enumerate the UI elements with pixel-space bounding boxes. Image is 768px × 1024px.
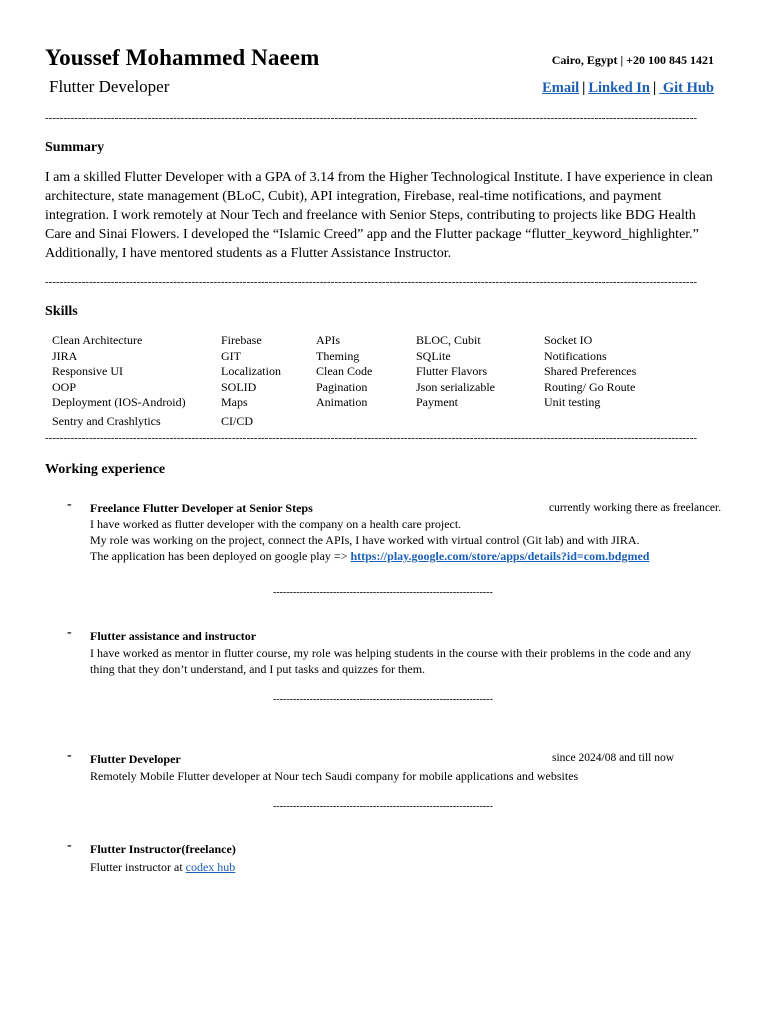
job-separator: ------------------------------------------------------------------ — [273, 694, 493, 705]
job-description — [90, 768, 730, 784]
linkedin-link[interactable]: Linked In — [588, 80, 650, 96]
skill-item: Localization — [221, 364, 281, 378]
job-bullet: - — [67, 497, 72, 512]
skill-item: Unit testing — [544, 395, 601, 409]
skill-item: SQLite — [416, 348, 451, 363]
skill-item: Theming — [316, 348, 360, 363]
job-separator: ------------------------------------------------------------------ — [273, 587, 493, 598]
skills-row — [52, 395, 684, 411]
candidate-name: Youssef Mohammed Naeem — [45, 45, 320, 70]
skills-row — [52, 349, 684, 365]
skill-item: BLOC, Cubit — [416, 333, 481, 347]
job-title: Flutter Instructor(freelance) — [90, 842, 236, 856]
github-link[interactable]: Git Hub — [659, 80, 714, 96]
skill-item: Flutter Flavors — [416, 364, 487, 378]
skill-item: Clean Architecture — [52, 333, 143, 347]
link-separator: | — [582, 80, 586, 96]
job-status: since 2024/08 and till now — [552, 752, 675, 764]
skill-item — [416, 411, 544, 430]
skill-item: Json serializable — [416, 379, 495, 394]
divider: ---------------------------------------------------------------------------------------------------------------------------------------------------------------------------------- — [45, 432, 698, 444]
skill-item: Routing/ Go Route — [544, 379, 636, 394]
job-description — [90, 516, 730, 564]
job-line: Remotely Mobile Flutter developer at Nour tech Saudi company for mobile applications and websites — [90, 769, 579, 783]
summary-text: I am a skilled Flutter Developer with a GPA of 3.14 from the Higher Technological Institute. I have experience in clean architecture, state management (BLoC, Cubit), API integration, Firebase, real-time notifications, and payment integration. I work remotely at Nour Tech and freelance with Senior Steps, contributing to projects like BDG Health Care and Sinai Flowers. I developed the “Islamic Creed” app and the Flutter package “flutter_keyword_highlighter.” Additionally, I have mentored students as a Flutter Assistance Instructor. — [45, 170, 713, 261]
job-description — [90, 859, 730, 875]
skill-item: Clean Code — [316, 364, 373, 378]
job-description — [90, 645, 730, 677]
skills-row — [52, 411, 684, 430]
skill-item: Notifications — [544, 348, 607, 363]
divider: ---------------------------------------------------------------------------------------------------------------------------------------------------------------------------------- — [45, 276, 698, 288]
skill-item: JIRA — [52, 348, 78, 363]
job-title: Freelance Flutter Developer at Senior Steps — [90, 501, 313, 515]
job-line: thing that they don’t understand, and I put tasks and quizzes for them. — [90, 662, 426, 676]
skill-item: Responsive UI — [52, 364, 123, 378]
skills-title: Skills — [45, 304, 78, 319]
experience-title: Working experience — [45, 462, 166, 477]
skills-row — [52, 364, 684, 380]
skill-item: OOP — [52, 379, 77, 394]
skill-item: GIT — [221, 348, 241, 363]
skills-row — [52, 380, 684, 396]
skill-item: APIs — [316, 333, 341, 347]
job-line: I have worked as mentor in flutter course, my role was helping students in the course with their problems in the code and any — [90, 646, 692, 660]
deploy-text: The application has been deployed on google play => — [90, 549, 351, 563]
divider: ---------------------------------------------------------------------------------------------------------------------------------------------------------------------------------- — [45, 112, 698, 124]
job-status: currently working there as freelancer. — [549, 502, 722, 514]
codex-hub-link[interactable]: codex hub — [185, 860, 236, 874]
instructor-text: Flutter instructor at — [90, 860, 186, 874]
skill-item: Shared Preferences — [544, 364, 637, 378]
skill-item: Firebase — [221, 333, 262, 347]
skill-item — [316, 411, 416, 430]
profile-links — [542, 80, 714, 97]
candidate-role: Flutter Developer — [49, 77, 170, 96]
skill-item: Socket IO — [544, 333, 593, 347]
skill-item: Pagination — [316, 379, 368, 394]
skill-item: SOLID — [221, 379, 257, 394]
skill-item — [544, 411, 684, 430]
skill-item: Sentry and Crashlytics — [52, 413, 161, 428]
job-bullet: - — [67, 838, 72, 853]
job-line — [90, 548, 730, 564]
skill-item: CI/CD — [221, 413, 254, 428]
skill-item: Payment — [416, 395, 458, 409]
skill-item: Maps — [221, 395, 248, 409]
job-title: Flutter Developer — [90, 752, 181, 766]
skill-item: Animation — [316, 395, 368, 409]
summary-title: Summary — [45, 140, 105, 155]
job-bullet: - — [67, 748, 72, 763]
link-separator: | — [653, 80, 657, 96]
google-play-link[interactable]: https://play.google.com/store/apps/details?id=com.bdgmed — [350, 549, 650, 563]
email-link[interactable]: Email — [542, 80, 580, 96]
contact-info: Cairo, Egypt | +20 100 845 1421 — [551, 53, 714, 67]
job-line — [90, 859, 730, 875]
job-title: Flutter assistance and instructor — [90, 629, 257, 643]
job-bullet: - — [67, 625, 72, 640]
job-line: I have worked as flutter developer with the company on a health care project. — [90, 517, 462, 531]
skill-item: Deployment (IOS-Android) — [52, 395, 186, 409]
job-separator: ------------------------------------------------------------------ — [273, 801, 493, 812]
skills-row — [52, 333, 684, 349]
skills-table — [52, 333, 684, 430]
job-line: My role was working on the project, connect the APIs, I have worked with virtual control (Git lab) and with JIRA. — [90, 533, 640, 547]
